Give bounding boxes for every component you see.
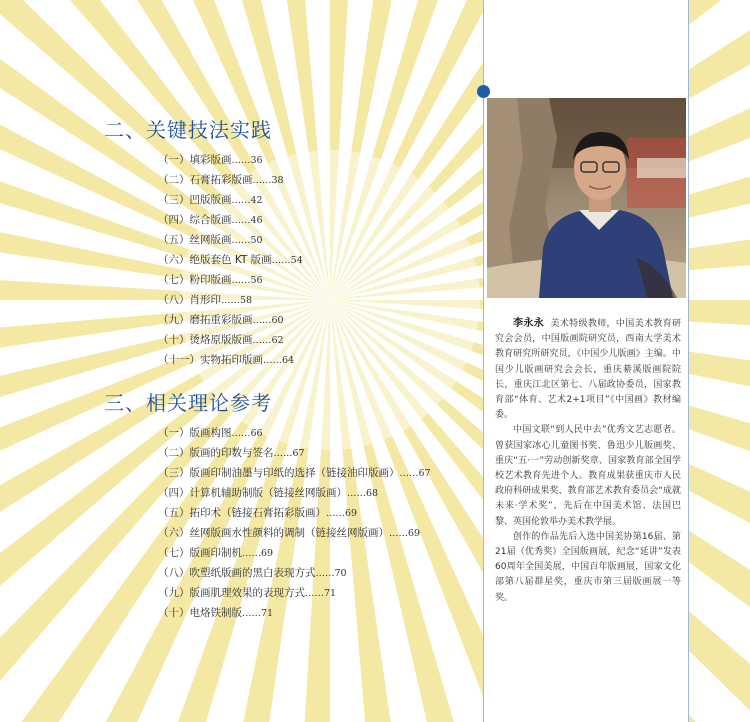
toc-entry-label: （九）版画肌理效果的表现方式 [158,587,305,599]
toc-entry-page: ……36 [231,155,263,166]
toc-entry-label: （三）凹版版画 [158,194,232,206]
author-photo [487,98,686,298]
toc-entry [158,210,303,230]
toc-entry-page: ……38 [252,175,284,186]
toc-entry-label: （十）烫烙原版版画 [158,334,253,346]
toc-entry-label: （十一）实物拓印版画 [158,354,263,366]
author-bio [495,316,681,606]
section-2-heading: 二、关键技法实践 [104,118,272,142]
toc-entry-page: ……62 [252,335,284,346]
toc-entry-label: （三）版画印制油墨与印纸的选择（链接油印版画） [158,467,400,479]
toc-entry-page: ……67 [273,448,305,459]
toc-entry [158,443,431,463]
toc-entry-page: ……58 [221,295,253,306]
toc-entry [158,483,431,503]
toc-entry-label: （七）版画印制机 [158,547,242,559]
toc-entry-label: （九）磨拓重彩版画 [158,314,253,326]
toc-entry [158,230,303,250]
toc-entry-label: （六）绝版套色 KT 版画 [158,254,272,266]
toc-entry-label: （四）计算机辅助制版（链接丝网版画） [158,487,347,499]
toc-entry-label: （十）电烙铁制版 [158,607,242,619]
toc-entry [158,330,303,350]
toc-entry-page: ……69 [389,528,421,539]
toc-entry-label: （二）版画的印数与签名 [158,447,274,459]
toc-entry [158,270,303,290]
toc-entry-page: ……60 [252,315,284,326]
bullet-dot-icon [477,85,490,98]
toc-entry-label: （二）石膏拓彩版画 [158,174,253,186]
toc-entry [158,170,303,190]
toc-entry-page: ……42 [231,195,263,206]
toc-entry-label: （六）丝网版画水性颜料的调制（链接丝网版画） [158,527,389,539]
toc-entry [158,190,303,210]
author-bio-paragraph-1: 美术特级教师，中国美术教育研究会会员，中国版画院研究员，西南大学美术教育研究所研究员，《中国少儿版画》主编。中国少儿版画研究会会长，重庆綦溪版画院院长，重庆江北区第七、八届政协委员，国家教育部“体育、艺术2+1项目”《中国画》教材编委。 [495,319,681,421]
section-2-toc [158,150,303,370]
author-name: 李永永 [513,318,545,329]
toc-entry [158,603,431,623]
section-3-toc [158,423,431,623]
toc-entry [158,250,303,270]
toc-entry-label: （四）综合版画 [158,214,232,226]
toc-entry-page: ……66 [231,428,263,439]
toc-entry [158,563,431,583]
toc-entry [158,523,431,543]
toc-entry-page: ……71 [242,608,274,619]
toc-entry-label: （八）肖形印 [158,294,221,306]
author-bio-paragraph-3: 创作的作品先后入选中国美协第16届、第21届（优秀奖）全国版画展，纪念“延讲”发表60周年全国美展，中国百年版画展，国家文化部第八届群星奖，重庆市第三届版画展一等奖。 [495,531,681,603]
toc-entry [158,290,303,310]
toc-entry [158,310,303,330]
toc-entry [158,150,303,170]
toc-entry-page: ……69 [242,548,274,559]
toc-entry-page: ……71 [305,588,337,599]
toc-entry-page: ……54 [271,255,303,266]
toc-entry-label: （五）拓印术（链接石膏拓彩版画） [158,507,326,519]
toc-entry [158,350,303,370]
toc-entry-label: （一）版画构图 [158,427,232,439]
toc-entry-page: ……56 [231,275,263,286]
toc-entry-label: （五）丝网版画 [158,234,232,246]
toc-entry-label: （七）粉印版画 [158,274,232,286]
toc-entry-page: ……64 [263,355,295,366]
toc-entry [158,423,431,443]
toc-entry-page: ……50 [231,235,263,246]
toc-entry-page: ……68 [347,488,379,499]
toc-entry-page: ……67 [399,468,431,479]
toc-entry [158,503,431,523]
author-bio-paragraph-2: 中国文联“到人民中去”优秀文艺志愿者。曾获国家冰心儿童图书奖、鲁迅少儿版画奖、重庆“五·一”劳动创新奖章、国家教育部全国学校艺术教育先进个人。教育成果获重庆市人民政府科研成果奖、教育部艺术教育委员会“成就未来·学术奖”，先后在中国美术馆、法国巴黎、英国伦敦举办美术教学展。 [495,425,681,527]
section-3-heading: 三、相关理论参考 [104,391,272,415]
toc-entry-page: ……46 [231,215,263,226]
toc-entry [158,463,431,483]
toc-entry-page: ……70 [315,568,347,579]
toc-entry [158,583,431,603]
toc-entry-page: ……69 [326,508,358,519]
toc-entry-label: （一）填彩版画 [158,154,232,166]
toc-entry-label: （八）吹塑纸版画的黑白表现方式 [158,567,316,579]
toc-entry [158,543,431,563]
